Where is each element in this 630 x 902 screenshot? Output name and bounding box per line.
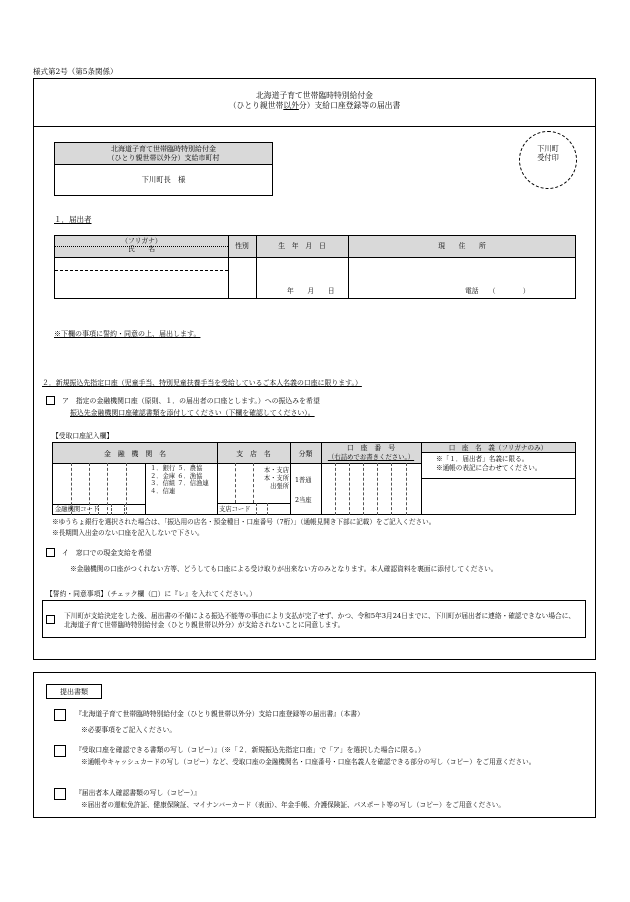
note-yucho: ※ゆうちょ銀行を選択された場合は、「振込用の店名・預金種目・口座番号（7桁）」（通帳見開き下部に記載）をご記入ください。 <box>52 518 436 526</box>
address-header: 現 住 所 <box>438 242 486 250</box>
bank-code-label: 金融機関コード <box>55 506 100 513</box>
form-number: 様式第2号（第5条関係） <box>33 67 118 76</box>
recipient-box: 北海道子育て世帯臨時特別給付金 （ひとり親世帯以外分）支給市町村 下川町長 様 <box>54 142 273 196</box>
reception-stamp: 下川町 受付印 <box>519 131 577 189</box>
bank-types: １．銀行 ５．農協 ２．金庫 ６．漁協 ３．信組 ７．信漁連 ４．信連 <box>150 465 209 495</box>
col-account-sub: （右詰めでお書きください。） <box>327 453 415 461</box>
pledge-checkbox[interactable] <box>46 615 55 624</box>
pledge-heading: 【誓約・同意事項】（チェック欄（□）に『レ』を入れてください。） <box>46 590 257 598</box>
branch-types: 本・支店 本・支所 出張所 <box>263 467 289 490</box>
col-holder: 口 座 名 義（フリガナのみ） <box>448 444 548 452</box>
doc2-label: 『受取口座を確認できる書類の写し（コピー）』（※「２．新規振込先指定口座」で「ア」を選択した場合に限る。） <box>75 746 425 754</box>
col-type: 分類 <box>298 450 313 458</box>
doc1-checkbox[interactable] <box>54 709 66 724</box>
note-longterm: ※長期間入出金のない口座を記入しないで下さい。 <box>52 529 204 537</box>
doc3-checkbox[interactable] <box>54 788 66 803</box>
account-table-label: 【受取口座記入欄】 <box>52 432 114 440</box>
birthdate-format: 年 月 日 <box>287 287 335 295</box>
option-i-note: ※金融機関の口座がつくれない方等、どうしても口座による受け取りが出来ない方のみとなります。本人確認資料を裏面に添付してください。 <box>70 565 498 573</box>
form-title: 北海道子育て世帯臨時特別給付金 （ひとり親世帯以外分）支給口座登録等の届出書 <box>228 91 401 110</box>
col-branch: 支 店 名 <box>236 450 271 458</box>
doc1-note: ※必要事項をご記入ください。 <box>81 726 177 734</box>
section2-heading: ２．新規振込先指定口座（児童手当、特別児童扶養手当を受給しているご本人名義の口座に限ります。） <box>42 379 362 387</box>
birthdate-header: 生 年 月 日 <box>278 242 326 250</box>
option-i-label: イ 窓口での現金支給を希望 <box>62 549 152 557</box>
branch-code-label: 支店コード <box>219 506 251 513</box>
option-a-label: ア 指定の金融機関口座（原則、１．の届出者の口座とします。）への振込みを希望 <box>62 397 320 405</box>
addressee: 下川町長 様 <box>141 175 186 184</box>
col-bank: 金 融 機 関 名 <box>103 450 166 458</box>
doc2-checkbox[interactable] <box>54 745 66 760</box>
col-account: 口 座 番 号 <box>346 444 396 452</box>
option-i-checkbox[interactable] <box>46 548 55 557</box>
doc3-note: ※届出者の運転免許証、健康保険証、マイナンバーカード（表面）、年金手帳、介護保険証、パスポート等の写し（コピー）をご用意ください。 <box>81 801 505 809</box>
type-current: 2当座 <box>295 497 312 504</box>
doc3-label: 『届出者本人確認書類の写し（コピー）』 <box>75 789 201 797</box>
phone-label: 電話 （ ） <box>465 287 530 295</box>
gender-header: 性別 <box>235 242 249 250</box>
pledge-text: 下川町が支給決定をした後、届出書の不備による振込不能等の事由により支払が完了せず、かつ、令和5年3月24日までに、下川町が届出者に連絡・確認できない場合に、北海道子育て世帯臨時特別給付金（ひとり親世帯以外分）が支給されないことに同意します。 <box>64 612 576 630</box>
holder-note-1: ※「１．届出者」名義に限る。 <box>436 455 529 463</box>
holder-note-2: ※通帳の表記に合わせてください。 <box>436 464 542 472</box>
title-divider <box>33 126 596 127</box>
documents-heading: 提出書類 <box>46 684 102 699</box>
doc2-note: ※通帳やキャッシュカードの写し（コピー）など、受取口座の金融機関名・口座番号・口座名義人を確認できる部分の写し（コピー）をご用意ください。 <box>81 758 536 766</box>
section1-heading: １．届出者 <box>54 215 92 224</box>
consent-note: ※下欄の事項に誓約・同意の上、届出します。 <box>54 330 201 338</box>
option-a-checkbox[interactable] <box>46 396 55 405</box>
doc1-label: 『北海道子育て世帯臨時特別給付金（ひとり親世帯以外分）支給口座登録等の届出書』（本書） <box>75 710 364 718</box>
option-a-note: 振込先金融機関口座確認書類を添付してください（下欄を確認してください）。 <box>70 409 315 417</box>
type-ordinary: 1普通 <box>295 477 312 484</box>
